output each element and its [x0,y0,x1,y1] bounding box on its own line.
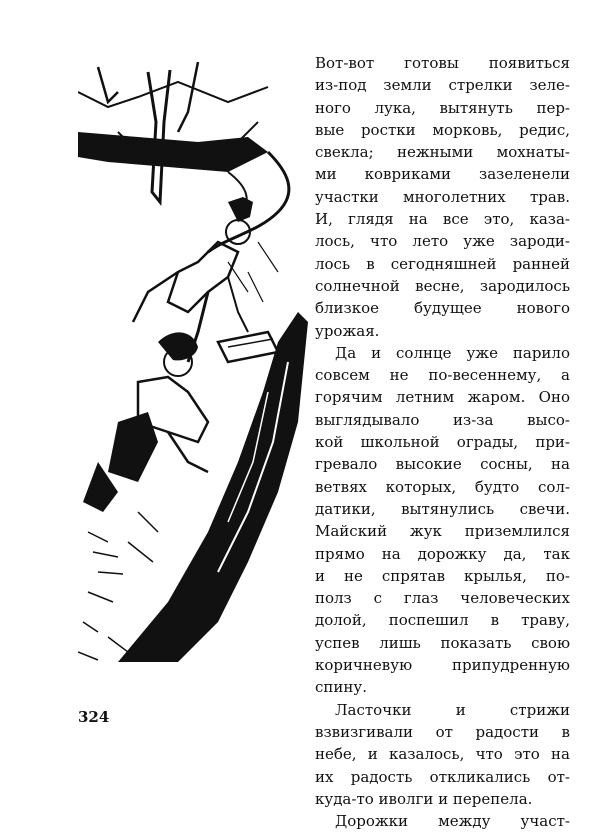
text-line: горячим летним жаром. Оно [315,388,570,407]
text-line: совсем не по-весеннему, а [315,366,570,385]
text-line: из-под земли стрелки зеле- [315,76,570,95]
text-line: Дорожки между участ- [335,812,570,831]
text-line: Ласточки и стрижи [335,700,570,719]
text-line: ного лука, вытянуть пер- [315,98,570,117]
text-line: выглядывало из-за высо- [315,410,570,429]
text-line: гревало высокие сосны, на [315,455,570,474]
text-line: их радость откликались от- [315,767,570,786]
text-line: участки многолетних трав. [315,187,570,206]
garden-sketch-illustration [78,62,310,662]
text-line: коричневую припудренную [315,656,570,675]
text-line: Да и солнце уже парило [335,343,570,362]
text-line: взвизгивали от радости в [315,722,570,741]
text-line: полз с глаз человеческих [315,589,570,608]
text-line: вые ростки морковь, редис, [315,120,570,139]
text-line: кой школьной ограды, при- [315,433,570,452]
page-number: 324 [78,708,110,726]
text-line: и не спрятав крылья, по- [315,566,570,585]
text-line: датики, вытянулись свечи. [315,499,570,518]
text-line: И, глядя на все это, каза- [315,210,570,229]
illustration [78,62,310,662]
text-line: ми ковриками зазеленели [315,165,570,184]
text-line: урожая. [315,321,380,340]
text-line: ветвях которых, будто сол- [315,477,570,496]
text-line: прямо на дорожку да, так [315,544,570,563]
text-line: небе, и казалось, что это на [315,745,570,764]
text-line: Майский жук приземлился [315,522,570,541]
text-line: лось, что лето уже зароди- [315,232,570,251]
text-line: близкое будущее нового [315,299,570,318]
text-line: успев лишь показать свою [315,633,570,652]
text-line: лось в сегодняшней ранней [315,254,570,273]
text-line: Вот-вот готовы появиться [315,54,570,72]
text-line: свекла; нежными мохнаты- [315,143,570,162]
text-line: долой, поспешил в траву, [315,611,570,630]
text-line: куда-то иволги и перепела. [315,789,533,808]
text-column [315,52,570,832]
text-line: солнечной весне, зародилось [315,276,570,295]
text-line: спину. [315,678,367,697]
